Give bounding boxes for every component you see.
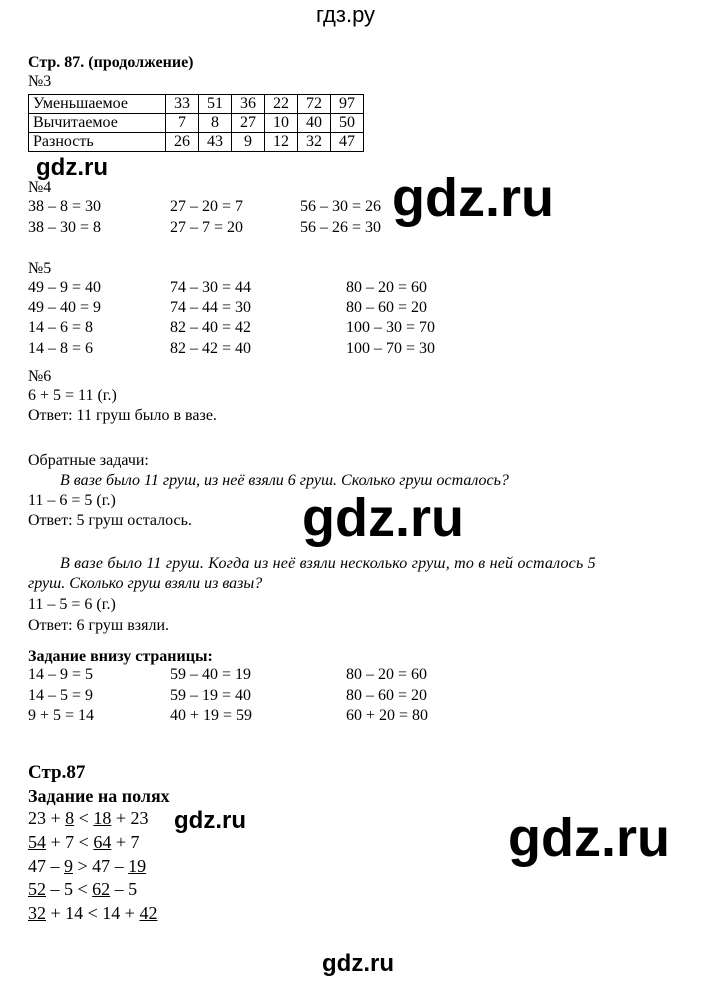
task6-label: №6 (28, 368, 52, 385)
equation: 80 – 60 = 20 (346, 299, 428, 316)
table-row (29, 95, 364, 114)
equation: 6 + 5 = 11 (г.) (28, 387, 117, 404)
text-part: 47 – (28, 856, 64, 876)
answer: Ответ: 11 груш было в вазе. (28, 407, 217, 424)
table-row-label: Разность (29, 133, 166, 152)
watermark: gdz.ru (302, 488, 464, 548)
equation: 80 – 20 = 60 (346, 279, 428, 296)
watermark: gdz.ru (508, 808, 670, 868)
answer-number: 52 (28, 879, 46, 899)
equation: 27 – 7 = 20 (170, 219, 244, 236)
inequality (28, 831, 139, 853)
answer-number: 54 (28, 832, 46, 852)
table-cell: 97 (331, 95, 364, 114)
equation: 100 – 70 = 30 (346, 340, 436, 357)
table-cell: 72 (298, 95, 331, 114)
inequality (28, 878, 137, 900)
table-cell: 27 (232, 114, 265, 133)
equation: 14 – 5 = 9 (28, 687, 94, 704)
site-header: гдз.ру (316, 2, 376, 27)
answer: Ответ: 6 груш взяли. (28, 617, 169, 634)
text-part: > 47 – (73, 856, 129, 876)
equation: 11 – 5 = 6 (г.) (28, 596, 116, 613)
site-footer: gdz.ru (322, 950, 394, 977)
task4-label: №4 (28, 179, 52, 196)
table-cell: 12 (265, 133, 298, 152)
inequality (28, 807, 148, 829)
answer-number: 18 (93, 808, 112, 828)
equation: 59 – 40 = 19 (170, 666, 252, 683)
text-part: < (74, 808, 94, 828)
task3-table (28, 94, 364, 152)
equation: 74 – 44 = 30 (170, 299, 252, 316)
equation: 60 + 20 = 80 (346, 707, 429, 724)
problem-text: груш. Сколько груш взяли из вазы? (28, 575, 263, 592)
equation: 14 – 6 = 8 (28, 319, 94, 336)
problem-text: В вазе было 11 груш, из неё взяли 6 груш. Сколько груш осталось? (60, 472, 509, 489)
watermark: gdz.ru (174, 807, 246, 834)
table-cell: 7 (166, 114, 199, 133)
table-row-label: Вычитаемое (29, 114, 166, 133)
text-part: – 5 < (46, 879, 93, 899)
table-cell: 22 (265, 95, 298, 114)
equation: 40 + 19 = 59 (170, 707, 253, 724)
margin-task-title: Задание на полях (28, 786, 170, 806)
section-title: Стр. 87. (продолжение) (28, 54, 194, 71)
answer-number: 64 (93, 832, 112, 852)
equation: 14 – 9 = 5 (28, 666, 94, 683)
equation: 82 – 42 = 40 (170, 340, 252, 357)
text-part: 23 + (28, 808, 66, 828)
equation: 80 – 20 = 60 (346, 666, 428, 683)
watermark: gdz.ru (36, 154, 108, 181)
task5-label: №5 (28, 260, 52, 277)
text-part: + 7 < (46, 832, 94, 852)
equation: 49 – 40 = 9 (28, 299, 102, 316)
table-cell: 32 (298, 133, 331, 152)
equation: 27 – 20 = 7 (170, 198, 244, 215)
table-cell: 43 (199, 133, 232, 152)
equation: 38 – 30 = 8 (28, 219, 102, 236)
answer-number: 8 (65, 808, 75, 828)
task3-label: №3 (28, 73, 52, 90)
table-cell: 36 (232, 95, 265, 114)
table-cell: 9 (232, 133, 265, 152)
text-part: + 14 < 14 + (46, 903, 140, 923)
margin-page-title: Стр.87 (28, 762, 86, 783)
table-cell: 51 (199, 95, 232, 114)
table-cell: 47 (331, 133, 364, 152)
equation: 56 – 26 = 30 (300, 219, 382, 236)
table-row (29, 133, 364, 152)
answer-number: 62 (92, 879, 111, 899)
equation: 11 – 6 = 5 (г.) (28, 492, 116, 509)
inequality (28, 855, 146, 877)
answer: Ответ: 5 груш осталось. (28, 512, 192, 529)
equation: 80 – 60 = 20 (346, 687, 428, 704)
text-part: + 7 (111, 832, 140, 852)
bottom-task-title: Задание внизу страницы: (28, 648, 213, 665)
equation: 82 – 40 = 42 (170, 319, 252, 336)
table-cell: 33 (166, 95, 199, 114)
equation: 9 + 5 = 14 (28, 707, 95, 724)
inverse-title: Обратные задачи: (28, 452, 149, 469)
equation: 14 – 8 = 6 (28, 340, 94, 357)
equation: 74 – 30 = 44 (170, 279, 252, 296)
table-cell: 8 (199, 114, 232, 133)
answer-number: 19 (128, 856, 147, 876)
answer-number: 42 (139, 903, 158, 923)
equation: 49 – 9 = 40 (28, 279, 102, 296)
text-part: – 5 (110, 879, 138, 899)
answer-number: 9 (64, 856, 73, 876)
equation: 38 – 8 = 30 (28, 198, 102, 215)
table-cell: 10 (265, 114, 298, 133)
text-part: + 23 (111, 808, 149, 828)
problem-text: В вазе было 11 груш. Когда из неё взяли несколько груш, то в ней осталось 5 (60, 555, 596, 572)
equation: 100 – 30 = 70 (346, 319, 436, 336)
table-row-label: Уменьшаемое (29, 95, 166, 114)
table-cell: 40 (298, 114, 331, 133)
table-cell: 26 (166, 133, 199, 152)
equation: 56 – 30 = 26 (300, 198, 382, 215)
inequality (28, 902, 157, 924)
table-row (29, 114, 364, 133)
table-cell: 50 (331, 114, 364, 133)
watermark: gdz.ru (392, 168, 554, 228)
answer-number: 32 (28, 903, 46, 923)
equation: 59 – 19 = 40 (170, 687, 252, 704)
